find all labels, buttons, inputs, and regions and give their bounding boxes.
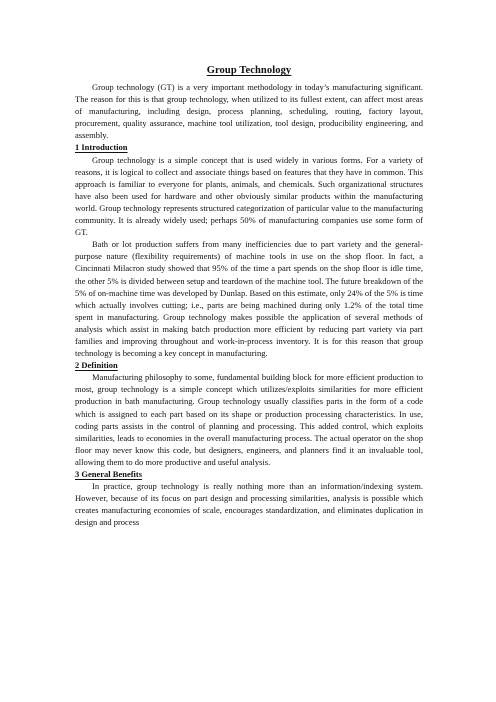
section-heading-introduction: 1 Introduction [75, 142, 128, 153]
intro-paragraph: Group technology (GT) is a very important methodology in today’s manufacturing significant. The reason for this is that group technology, when utilized to its fullest extent, can affect most areas of manufacturing, including design, process planning, scheduling, routing, factory layout, procurement, quality assurance, machine tool utilization, tool design, producibility engineering, and assembly. [75, 82, 423, 141]
document-page [75, 64, 423, 528]
document-title: Group Technology [206, 65, 292, 76]
introduction-paragraph-2: Bath or lot production suffers from many inefficiencies due to part variety and the general-purpose nature (flexibility requirements) of machine tools in use on the shop floor. In fact, a Cincinnati Milacron study showed that 95% of the time a part spends on the shop floor is idle time, the other 5% is divided between setup and teardown of the machine tool. The future breakdown of the 5% of on-machine time was developed by Dunlap. Based on this estimate, only 24% of the 5% is time which actually involves cutting; i.e., parts are being machined during only 1.2% of the total time spent in manufacturing. Group technology makes possible the application of several methods of analysis which assist in making batch production more efficient by reducing part variety via part families and improving throughout and work-in-process inventory. It is for this reason that group technology is becoming a key concept in manufacturing. [75, 239, 423, 359]
general-benefits-paragraph-1: In practice, group technology is really nothing more than an information/indexing system. However, because of its focus on part design and processing similarities, analysis is possible which creates manufacturing economies of scale, encourages standardization, and eliminates duplication in design and process [75, 481, 423, 528]
definition-paragraph-1: Manufacturing philosophy to some, fundamental building block for more efficient production to most, group technology is a simple concept which utilizes/exploits similarities for more efficient production in bath manufacturing. Group technology usually classifies parts in the form of a code which is assigned to each part based on its shape or production processing characteristics. In use, coding parts assists in the control of planning and processing. This added control, which exploits similarities, leads to economies in the overall manufacturing process. The actual operator on the shop floor may never know this code, but designers, engineers, and planners find it an invaluable tool, allowing them to do more productive and useful analysis. [75, 372, 423, 467]
introduction-paragraph-1: Group technology is a simple concept that is used widely in various forms. For a variety of reasons, it is logical to collect and associate things based on features that they have in common. This approach is familiar to everyone for plants, animals, and chemicals. Such organizational structures have also been used for hardware and other obviously similar products within the manufacturing world. Group technology represents structured categorization of particular value to the manufacturing community. It is already widely used; perhaps 50% of manufacturing companies use some form of GT. [75, 154, 423, 238]
section-heading-definition: 2 Definition [75, 360, 118, 371]
section-heading-general-benefits: 3 General Benefits [75, 469, 143, 479]
